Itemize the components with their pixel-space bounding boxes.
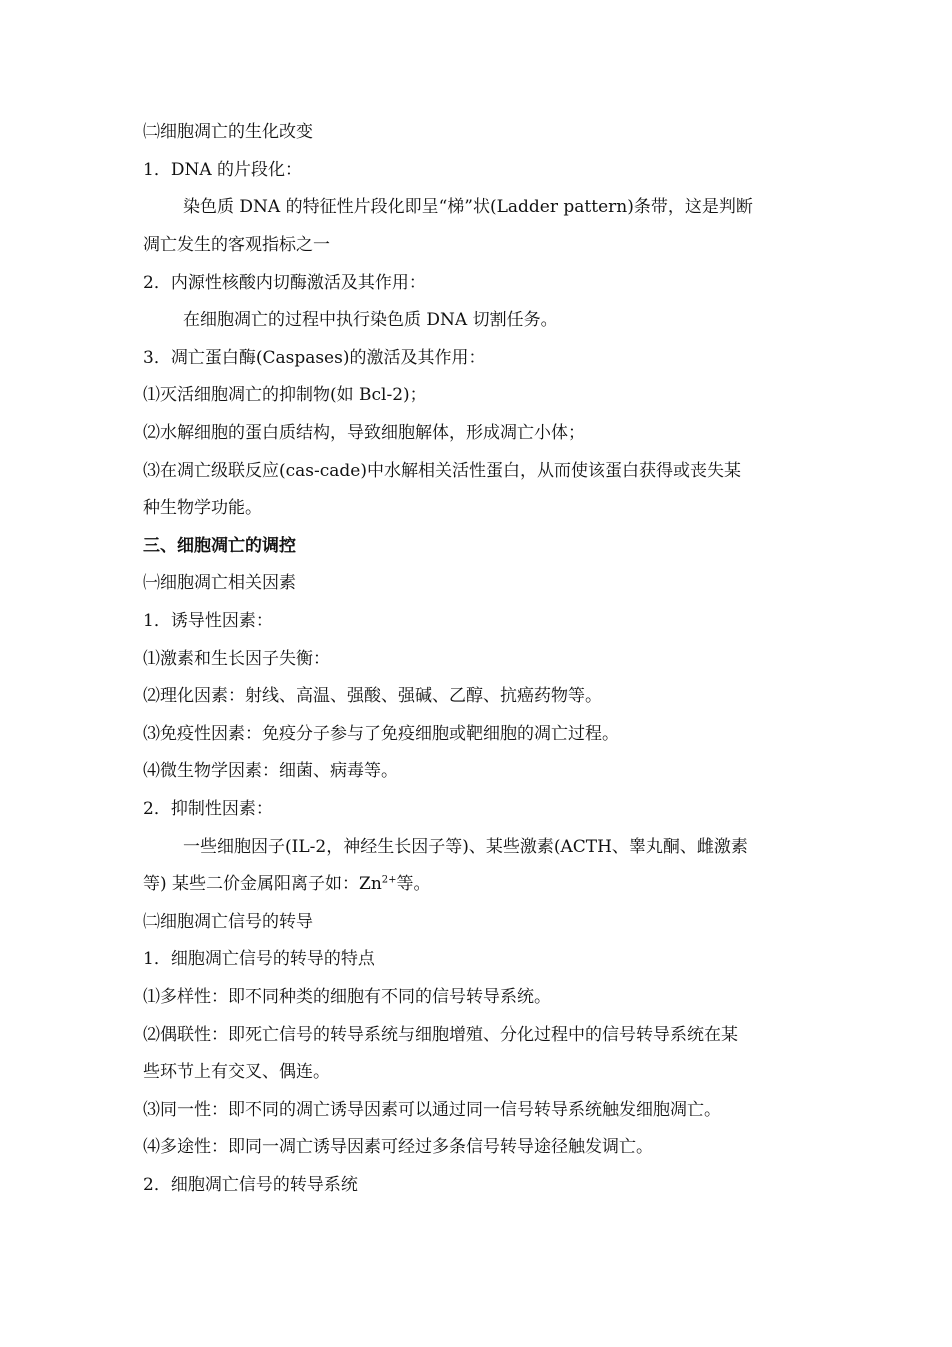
list-item: ⑴激素和生长因子失衡：	[143, 649, 330, 669]
list-item-continuation: 些环节上有交叉、偶连。	[143, 1062, 330, 1082]
list-item: ⑶同一性：即不同的凋亡诱导因素可以通过同一信号转导系统触发细胞凋亡。	[143, 1100, 721, 1120]
paragraph-line: 在细胞凋亡的过程中执行染色质 DNA 切割任务。	[183, 310, 558, 330]
subsection-heading-related-factors: ㈠细胞凋亡相关因素	[143, 573, 296, 593]
list-item: ⑷微生物学因素：细菌、病毒等。	[143, 761, 398, 781]
paragraph-line: 一些细胞因子(IL-2，神经生长因子等)、某些激素(ACTH、睾丸酮、雌激素	[183, 837, 748, 857]
subsection-heading-signal-transduction: ㈡细胞凋亡信号的转导	[143, 912, 313, 932]
paragraph-line: 染色质 DNA 的特征性片段化即呈“梯”状(Ladder pattern)条带，这是判断	[183, 197, 753, 217]
paragraph-text: 等) 某些二价金属阳离子如：Zn	[143, 874, 382, 894]
list-item: ⑵偶联性：即死亡信号的转导系统与细胞增殖、分化过程中的信号转导系统在某	[143, 1025, 738, 1045]
list-item: ⑵理化因素：射线、高温、强酸、强碱、乙醇、抗癌药物等。	[143, 686, 602, 706]
paragraph-text: 等。	[396, 874, 431, 894]
item-heading-transduction-systems: 2．细胞凋亡信号的转导系统	[143, 1175, 358, 1195]
item-heading-dna-fragmentation: 1．DNA 的片段化：	[143, 160, 303, 180]
paragraph-line	[143, 873, 431, 895]
list-item: ⑴多样性：即不同种类的细胞有不同的信号转导系统。	[143, 987, 551, 1007]
item-heading-characteristics: 1．细胞凋亡信号的转导的特点	[143, 949, 375, 969]
section-heading-regulation: 三、细胞凋亡的调控	[143, 536, 296, 556]
subsection-heading-biochemical-changes: ㈡细胞凋亡的生化改变	[143, 122, 313, 142]
item-heading-inducing-factors: 1．诱导性因素：	[143, 611, 273, 631]
list-item-continuation: 种生物学功能。	[143, 498, 262, 518]
item-heading-inhibitory-factors: 2．抑制性因素：	[143, 799, 273, 819]
list-item: ⑷多途性：即同一凋亡诱导因素可经过多条信号转导途径触发调亡。	[143, 1137, 653, 1157]
list-item: ⑶在凋亡级联反应(cas-cade)中水解相关活性蛋白，从而使该蛋白获得或丧失某	[143, 461, 741, 481]
item-heading-caspases: 3．凋亡蛋白酶(Caspases)的激活及其作用：	[143, 348, 486, 368]
list-item: ⑴灭活细胞凋亡的抑制物(如 Bcl-2)；	[143, 385, 427, 405]
item-heading-endonuclease: 2．内源性核酸内切酶激活及其作用：	[143, 273, 426, 293]
list-item: ⑶免疫性因素：免疫分子参与了免疫细胞或靶细胞的凋亡过程。	[143, 724, 619, 744]
superscript-charge: 2+	[381, 874, 397, 886]
list-item: ⑵水解细胞的蛋白质结构，导致细胞解体，形成凋亡小体；	[143, 423, 585, 443]
paragraph-line: 凋亡发生的客观指标之一	[143, 235, 330, 255]
